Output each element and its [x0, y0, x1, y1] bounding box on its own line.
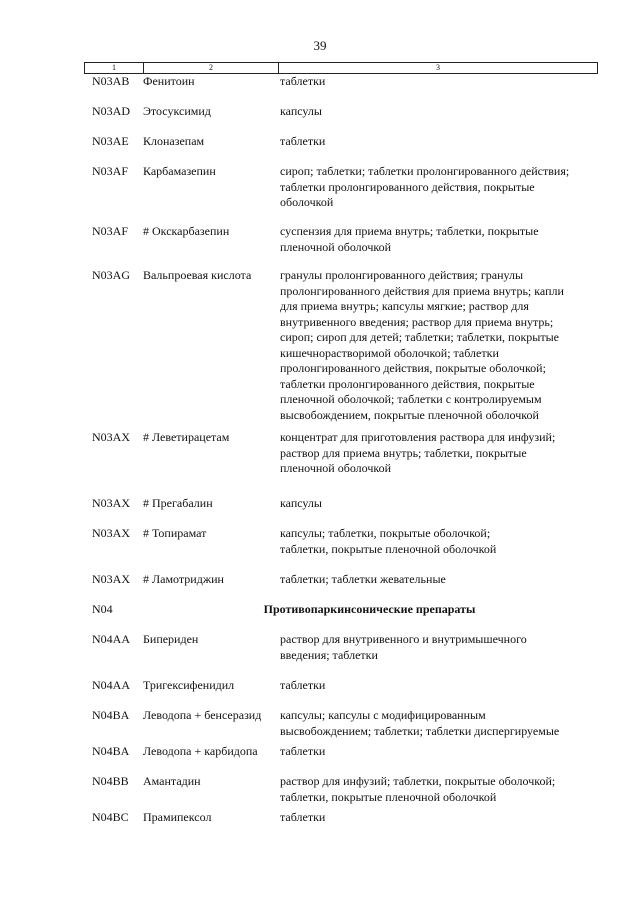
- drug-name: Тригексифенидил: [143, 678, 235, 692]
- atc-code: N04AA: [92, 632, 130, 646]
- atc-code: N03AX: [92, 430, 130, 444]
- dosage-form-line: раствор для внутривенного и внутримышечного: [280, 632, 527, 646]
- drug-name: # Топирамат: [143, 526, 207, 540]
- dosage-form-line: таблетки: [280, 810, 326, 824]
- group-title: Противопаркинсонические препараты: [263, 602, 476, 616]
- dosage-form-line: капсулы; капсулы с модифицированным: [280, 708, 486, 722]
- header-col-2: 2: [144, 63, 279, 73]
- drug-name: Прамипексол: [143, 810, 212, 824]
- dosage-form-line: раствор для приема внутрь; таблетки, покрытые: [280, 445, 527, 460]
- dosage-form-line: капсулы; таблетки, покрытые оболочкой;: [280, 526, 491, 540]
- dosage-form-line: введения; таблетки: [280, 647, 378, 662]
- atc-code: N04BC: [92, 810, 129, 824]
- dosage-form-line: таблетки: [280, 134, 326, 148]
- drug-name: Вальпроевая кислота: [143, 268, 252, 282]
- dosage-form-line: пролонгированного действия для приема внутрь; капли: [280, 283, 564, 298]
- dosage-form-line: концентрат для приготовления раствора для инфузий;: [280, 430, 556, 444]
- drug-name: # Прегабалин: [143, 496, 213, 510]
- dosage-form-line: суспензия для приема внутрь; таблетки, покрытые: [280, 224, 539, 238]
- atc-code: N03AX: [92, 496, 130, 510]
- atc-code: N04BA: [92, 744, 130, 758]
- atc-code: N04BA: [92, 708, 130, 722]
- dosage-form-line: пленочной оболочкой: [280, 461, 392, 475]
- atc-code: N03AG: [92, 268, 130, 282]
- atc-code: N04: [92, 602, 113, 616]
- dosage-form-line: пленочной оболочкой: [280, 239, 392, 254]
- dosage-form-line: таблетки; таблетки жевательные: [280, 572, 446, 586]
- dosage-forms: [280, 430, 596, 477]
- dosage-form-line: внутривенного введения; раствор для приема внутрь;: [280, 314, 554, 329]
- page-number: 39: [313, 38, 327, 53]
- dosage-forms: [280, 526, 596, 557]
- dosage-form-line: таблетки, покрытые пленочной оболочкой: [280, 541, 497, 556]
- dosage-form-line: кишечнорастворимой оболочкой; таблетки: [280, 345, 499, 360]
- atc-code: N03AF: [92, 164, 129, 178]
- drug-name: Леводопа + бенсеразид: [143, 708, 262, 722]
- dosage-forms: [280, 104, 596, 120]
- dosage-forms: [280, 134, 596, 150]
- drug-name: Клоназепам: [143, 134, 205, 148]
- table-header: [84, 62, 598, 74]
- dosage-forms: [280, 632, 596, 663]
- dosage-form-line: сироп; таблетки; таблетки пролонгированного действия;: [280, 164, 570, 178]
- dosage-form-line: раствор для инфузий; таблетки, покрытые оболочкой;: [280, 774, 556, 788]
- dosage-form-line: высвобождением; таблетки; таблетки диспергируемые: [280, 723, 560, 738]
- drug-name: # Ламотриджин: [143, 572, 224, 586]
- drug-name: # Окскарбазепин: [143, 224, 230, 238]
- dosage-form-line: оболочкой: [280, 195, 334, 209]
- atc-code: N03AX: [92, 572, 130, 586]
- dosage-form-line: пролонгированного действия, покрытые оболочкой;: [280, 361, 546, 375]
- dosage-form-line: таблетки: [280, 678, 326, 692]
- atc-code: N03AF: [92, 224, 129, 238]
- dosage-form-line: таблетки: [280, 744, 326, 758]
- dosage-form-line: таблетки пролонгированного действия, покрытые: [280, 179, 535, 194]
- dosage-forms: [280, 164, 596, 211]
- drug-name: Этосуксимид: [143, 104, 211, 118]
- dosage-form-line: таблетки, покрытые пленочной оболочкой: [280, 789, 497, 804]
- dosage-form-line: высвобождением, покрытые пленочной оболочкой: [280, 407, 539, 422]
- drug-name: Амантадин: [143, 774, 201, 788]
- dosage-form-line: гранулы пролонгированного действия; гранулы: [280, 268, 524, 282]
- dosage-form-line: пленочной оболочкой; таблетки с контролируемым: [280, 392, 542, 406]
- dosage-forms: [280, 774, 596, 805]
- atc-code: N04BB: [92, 774, 129, 788]
- atc-code: N03AX: [92, 526, 130, 540]
- dosage-form-line: сироп; сироп для детей; таблетки; таблетки, покрытые: [280, 330, 559, 344]
- dosage-forms: [280, 678, 596, 694]
- dosage-forms: [280, 74, 596, 90]
- dosage-forms: [280, 572, 596, 588]
- dosage-forms: [280, 744, 596, 760]
- drug-name: # Леветирацетам: [143, 430, 230, 444]
- header-col-1: 1: [85, 63, 144, 73]
- dosage-forms: [280, 268, 596, 423]
- drug-name: Леводопа + карбидопа: [143, 744, 258, 758]
- atc-code: N03AD: [92, 104, 130, 118]
- dosage-forms: [280, 708, 596, 739]
- header-col-3: 3: [436, 63, 440, 72]
- dosage-form-line: капсулы: [280, 496, 322, 510]
- atc-code: N03AB: [92, 74, 130, 88]
- dosage-form-line: таблетки пролонгированного действия, покрытые: [280, 376, 535, 391]
- dosage-forms: [280, 224, 596, 255]
- dosage-forms: [280, 810, 596, 826]
- drug-name: Фенитоин: [143, 74, 195, 88]
- drug-name: Карбамазепин: [143, 164, 216, 178]
- atc-code: N04AA: [92, 678, 130, 692]
- dosage-forms: [280, 496, 596, 512]
- dosage-form-line: таблетки: [280, 74, 326, 88]
- atc-code: N03AE: [92, 134, 129, 148]
- drug-name: Бипериден: [143, 632, 199, 646]
- dosage-form-line: капсулы: [280, 104, 322, 118]
- dosage-form-line: для приема внутрь; капсулы мягкие; раствор для: [280, 299, 529, 313]
